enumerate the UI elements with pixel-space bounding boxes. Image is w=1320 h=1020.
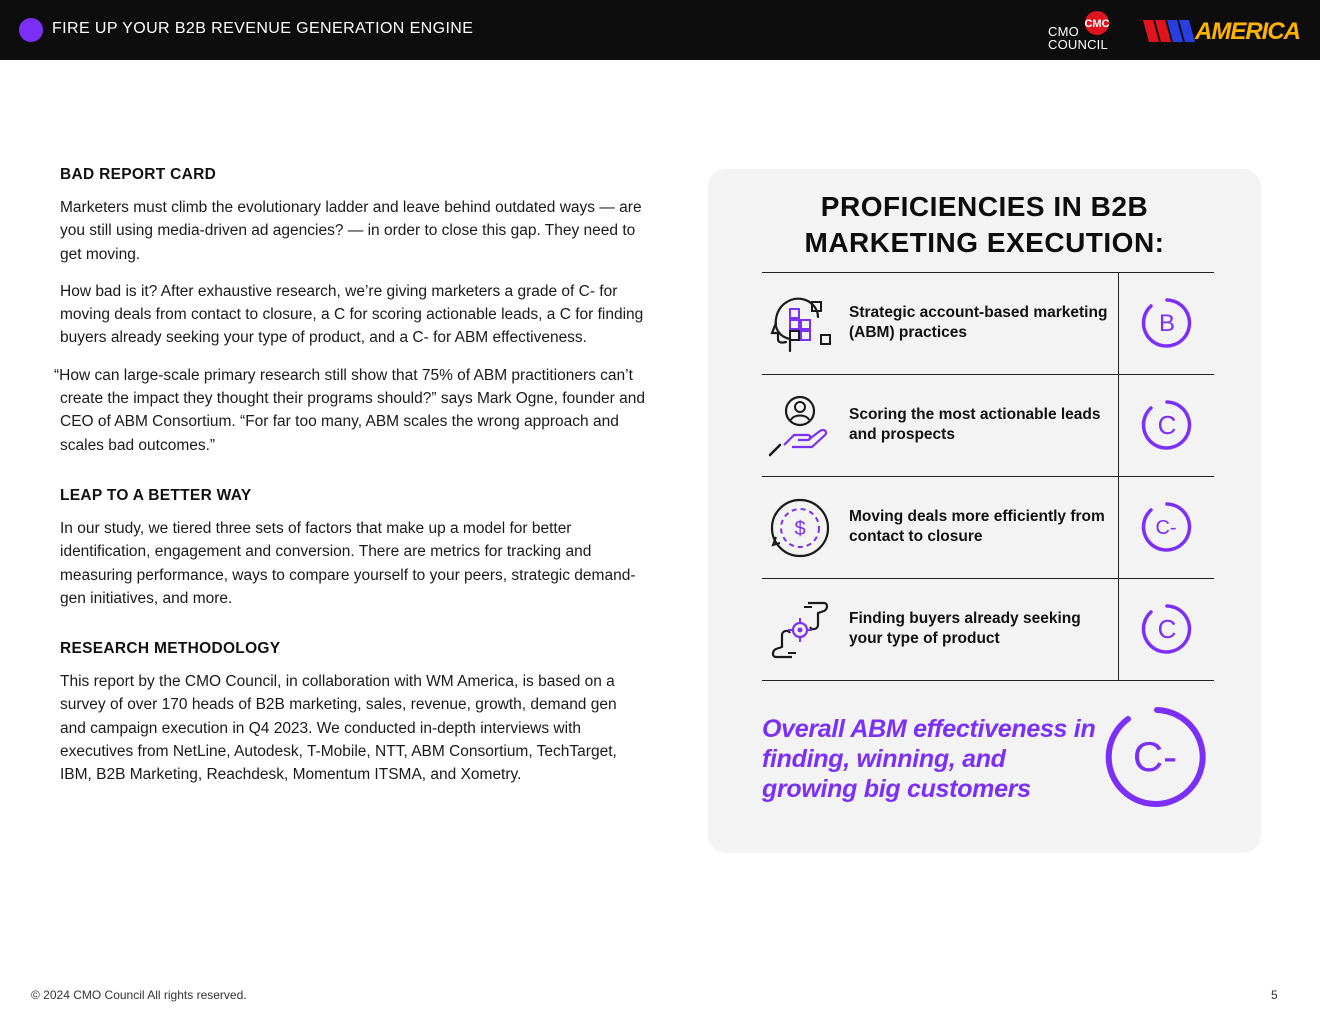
dollar-cycle-icon	[768, 497, 832, 559]
grade-c-icon	[1141, 603, 1193, 655]
body-paragraph: In our study, we tiered three sets of factors that make up a model for better identification, engagement and conversion. There are metrics for tracking and measuring performance, ways to compare yourself to your peers, strategic demand-gen initiatives, and more.	[60, 519, 636, 607]
wm-america-logo	[1143, 16, 1303, 46]
page-number: 5	[1271, 988, 1278, 1002]
cmo-council-logo	[1046, 8, 1116, 54]
grade-c-icon	[1141, 399, 1193, 451]
section-heading-methodology: RESEARCH METHODOLOGY	[60, 640, 281, 658]
overall-grade-icon	[1104, 705, 1210, 811]
quote-paragraph: “How can large-scale primary research still show that 75% of ABM practitioners can’t create the impact they thought their programs should?” says Mark Ogne, founder and CEO of ABM Consortium. “For far too many, ABM scales the wrong approach and scales bad outcomes.”	[54, 366, 646, 454]
section-heading-bad-report-card: BAD REPORT CARD	[60, 166, 217, 183]
row-label: Scoring the most actionable leads and prospects	[849, 406, 1101, 443]
card-title-line2: MARKETING EXECUTION:	[804, 227, 1165, 258]
table-row	[762, 273, 1214, 375]
grade-text: C	[1157, 614, 1177, 644]
card-title	[708, 189, 1261, 261]
row-label: Strategic account-based marketing (ABM) practices	[849, 304, 1108, 341]
proficiencies-card	[708, 169, 1261, 853]
hands-target-icon	[768, 599, 832, 661]
cmo-logo-line1: CMO	[1048, 24, 1079, 39]
grade-text: B	[1158, 310, 1176, 337]
column-divider	[1118, 579, 1119, 680]
grade-text: C-	[1155, 517, 1177, 539]
grade-b-icon	[1141, 297, 1193, 349]
body-paragraph: This report by the CMO Council, in collaboration with WM America, is based on a survey of over 170 heads of B2B marketing, sales, revenue, growth, demand gen and campaign execution in Q4 2023. We conducted in-depth interviews with executives from NetLine, Autodesk, T-Mobile, NTT, ABM Consortium, TechTarget, IBM, B2B Marketing, Reachdesk, Momentum ITSMA, and Xometry.	[60, 673, 617, 784]
left-column	[54, 166, 646, 787]
wm-logo-text: AMERICA	[1195, 18, 1300, 45]
grade-text: C	[1157, 410, 1177, 440]
svg-text:$: $	[794, 518, 806, 540]
svg-text:CMC: CMC	[1084, 18, 1110, 30]
column-divider	[1118, 273, 1119, 374]
table-row	[762, 375, 1214, 477]
card-title-line1: PROFICIENCIES IN B2B	[820, 191, 1149, 222]
row-label: Finding buyers already seeking your type of product	[849, 610, 1081, 647]
banner-title: FIRE UP YOUR B2B REVENUE GENERATION ENGINE	[52, 20, 474, 37]
copyright-text: © 2024 CMO Council All rights reserved.	[31, 988, 247, 1002]
top-banner	[0, 0, 1320, 60]
body-paragraph: Marketers must climb the evolutionary ladder and leave behind outdated ways — are you still using media-driven ad agencies? — in order to close this gap. They need to get moving.	[60, 199, 642, 263]
cmo-logo-line2: COUNCIL	[1048, 37, 1108, 52]
section-heading-leap: LEAP TO A BETTER WAY	[60, 486, 252, 504]
row-label: Moving deals more efficiently from contact to closure	[849, 508, 1105, 545]
purple-dot-icon	[19, 18, 43, 42]
table-row	[762, 477, 1214, 579]
overall-grade-text: C-	[1132, 733, 1178, 780]
body-paragraph: How bad is it? After exhaustive research, we’re giving marketers a grade of C- for moving deals from contact to closure, a C for scoring actionable leads, a C for finding buyers already seeking your type of product, and a C- for ABM effectiveness.	[60, 282, 644, 347]
hand-person-icon	[768, 395, 832, 457]
wm-stripes-icon	[1143, 16, 1199, 46]
overall-effectiveness-label: Overall ABM effectiveness in finding, winning, and growing big customers	[762, 715, 1096, 803]
grade-c-minus-icon	[1141, 501, 1193, 553]
table-row	[762, 579, 1214, 681]
head-puzzle-icon	[768, 293, 832, 355]
column-divider	[1118, 375, 1119, 476]
grades-table	[762, 272, 1214, 681]
column-divider	[1118, 477, 1119, 578]
